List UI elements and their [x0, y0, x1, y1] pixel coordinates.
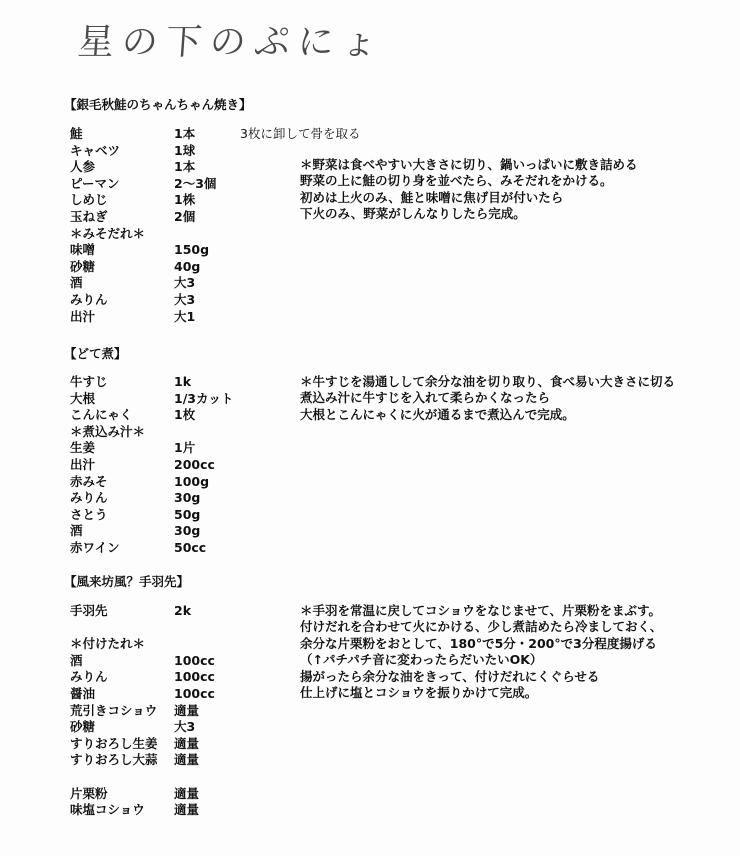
section-heading-doteni: 【どて煮】 [64, 346, 127, 361]
ingredient-note: 3枚に卸して骨を取る [240, 126, 361, 141]
instruction-line: 付けだれを合わせて火にかける、少し煮詰めたら冷ましておく、 [300, 619, 663, 635]
ingredient-qty: 適量 [174, 752, 200, 768]
ingredient-name: 砂糖 [70, 719, 96, 735]
instruction-line: 揚がったら余分な油をきって、付けだれにくぐらせる [300, 668, 600, 684]
instruction-line: ＊手羽を常温に戻してコショウをなじませて、片栗粉をまぶす。 [300, 603, 662, 618]
instruction-line: 下火のみ、野菜がしんなりしたら完成。 [300, 206, 526, 222]
ingredient-qty: 150g [174, 242, 210, 258]
ingredient-name: 片栗粉 [70, 785, 108, 801]
ingredient-qty: 適量 [174, 735, 200, 751]
ingredient-qty: 1k [174, 374, 192, 389]
ingredient-name: 出汁 [70, 456, 96, 472]
instruction-line: 野菜の上に鮭の切り身を並べたら、みそだれをかける。 [300, 173, 613, 189]
ingredient-name: すりおろし生姜 [70, 735, 158, 751]
instructions-salmon [300, 157, 690, 223]
ingredient-name: 大根 [70, 390, 96, 406]
ingredient-qty: 大3 [174, 275, 196, 291]
ingredient-name: みりん [70, 669, 108, 685]
ingredient-qty: 適量 [174, 802, 200, 818]
ingredient-qty: 100g [174, 473, 210, 489]
ingredient-qty: 50cc [174, 539, 207, 555]
ingredient-qty: 30g [174, 523, 201, 539]
ingredient-name: 酒 [70, 523, 83, 539]
ingredient-name: さとう [70, 506, 108, 522]
section-heading-salmon: 【銀毛秋鮭のちゃんちゃん焼き】 [64, 97, 252, 112]
ingredient-name: ＊煮込み汁＊ [70, 423, 146, 439]
ingredient-qty: 適量 [174, 702, 200, 718]
instruction-line: ＊野菜は食べやすい大きさに切り、鍋いっぱいに敷き詰める [300, 157, 638, 172]
ingredient-name: 酒 [70, 652, 83, 668]
ingredient-name: ピーマン [70, 175, 120, 191]
instruction-line: （↑パチパチ音に変わったらだいたいOK） [300, 652, 543, 668]
ingredient-name: こんにゃく [70, 407, 133, 423]
ingredient-qty: 30g [174, 490, 201, 506]
ingredient-qty: 2k [174, 603, 192, 618]
ingredient-qty: 1本 [174, 126, 196, 141]
ingredient-name: 生姜 [70, 440, 96, 456]
ingredient-qty: 大1 [174, 308, 196, 324]
instruction-line: 大根とこんにゃくに火が通るまで煮込んで完成。 [300, 406, 575, 422]
ingredient-name: 出汁 [70, 308, 96, 324]
ingredient-qty: 1株 [174, 192, 196, 208]
ingredient-qty: 1本 [174, 159, 196, 175]
ingredient-name: すりおろし大蒜 [70, 752, 158, 768]
handwritten-title: 星の下のぷにょ [76, 22, 387, 63]
ingredient-qty: 1/3カット [174, 390, 234, 406]
ingredient-qty: 大3 [174, 719, 196, 735]
ingredient-name: 人参 [70, 159, 96, 175]
instructions-tebasaki [300, 603, 690, 701]
ingredient-name: 赤みそ [70, 473, 108, 489]
ingredient-qty: 200cc [174, 456, 215, 472]
ingredient-qty: 100cc [174, 669, 215, 685]
ingredient-qty: 100cc [174, 652, 215, 668]
ingredient-qty: 1球 [174, 142, 196, 158]
ingredient-name: 牛すじ [70, 374, 108, 389]
ingredient-qty: 適量 [174, 785, 200, 801]
ingredient-name: 手羽先 [70, 603, 108, 618]
instruction-line: ＊牛すじを湯通しして余分な油を切り取り、食べ易い大きさに切る [300, 374, 676, 389]
ingredient-qty: 40g [174, 258, 201, 274]
ingredient-qty: 1片 [174, 440, 196, 456]
ingredient-name: ＊みそだれ＊ [70, 225, 146, 241]
instruction-line: 仕上げに塩とコショウを振りかけて完成。 [300, 684, 538, 700]
ingredient-name: 醤油 [70, 685, 96, 701]
ingredient-qty: 1枚 [174, 407, 196, 423]
instruction-line: 初めは上火のみ、鮭と味噌に焦げ目が付いたら [300, 189, 564, 205]
section-heading-tebasaki: 【風来坊風？手羽先】 [64, 574, 190, 589]
ingredient-name: 荒引きコショウ [70, 702, 158, 718]
ingredient-name: ＊付けたれ＊ [70, 636, 146, 652]
instruction-line: 煮込み汁に牛すじを入れて柔らかくなったら [300, 390, 551, 406]
ingredient-name: みりん [70, 291, 108, 307]
ingredient-qty: 100cc [174, 685, 215, 701]
ingredient-name: 鮭 [70, 126, 83, 141]
instruction-line: 余分な片栗粉をおとして、180°で5分・200°で3分程度揚げる [300, 635, 657, 651]
ingredient-qty: 2～3個 [174, 175, 217, 191]
ingredient-name: しめじ [70, 192, 108, 208]
ingredient-qty: 大3 [174, 291, 196, 307]
instructions-doteni [300, 374, 690, 423]
ingredient-qty: 2個 [174, 208, 196, 224]
ingredient-qty: 50g [174, 506, 201, 522]
ingredient-name: 酒 [70, 275, 83, 291]
ingredient-name: 味噌 [70, 242, 96, 258]
ingredient-name: キャベツ [70, 142, 121, 158]
ingredient-name: みりん [70, 490, 108, 506]
ingredient-name: 味塩コショウ [70, 802, 145, 818]
ingredient-name: 赤ワイン [70, 539, 120, 555]
ingredient-name: 砂糖 [70, 258, 96, 274]
ingredient-name: 玉ねぎ [70, 208, 108, 224]
